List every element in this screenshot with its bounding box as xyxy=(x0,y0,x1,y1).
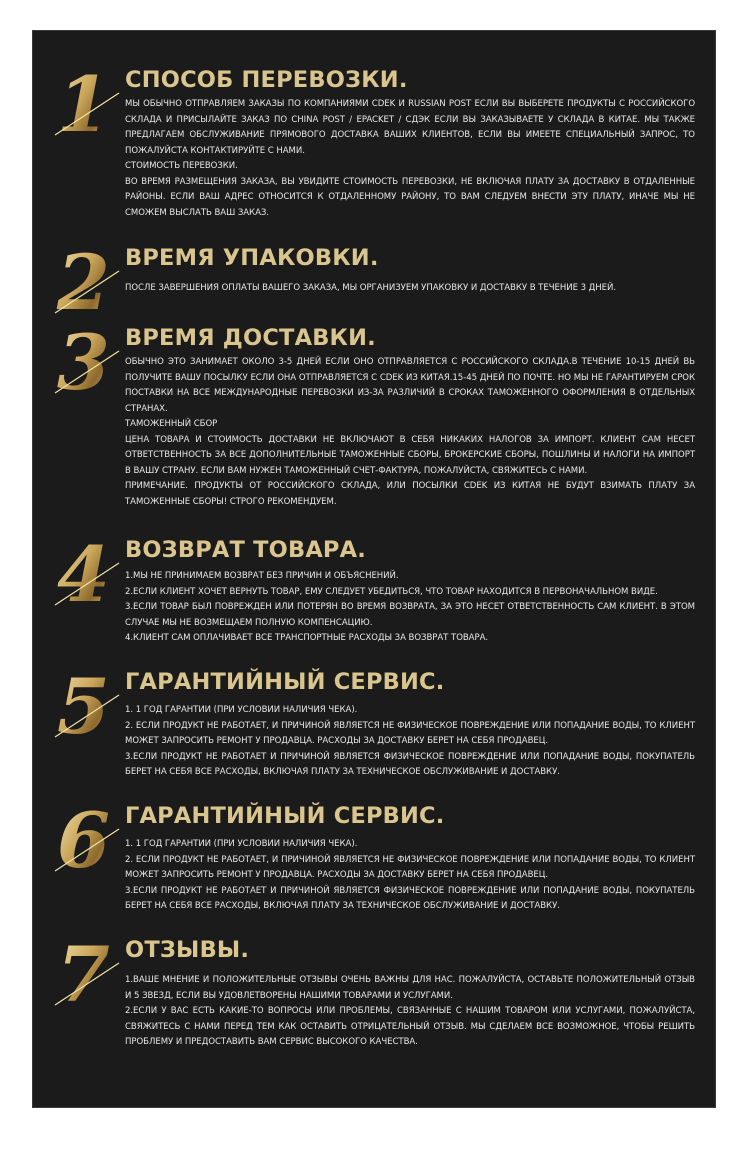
number-3-icon xyxy=(49,321,129,401)
paragraph: 1.МЫ НЕ ПРИНИМАЕМ ВОЗВРАТ БЕЗ ПРИЧИН И ОБЪЯСНЕНИЙ. xyxy=(125,571,399,581)
paragraph: 2. ЕСЛИ ПРОДУКТ НЕ РАБОТАЕТ, И ПРИЧИНОЙ ЯВЛЯЕТСЯ НЕ ФИЗИЧЕСКОЕ ПОВРЕЖДЕНИЕ ИЛИ ПОПАДАНИЕ ВОДЫ, ТО КЛИЕНТ МОЖЕТ ЗАПРОСИТЬ РЕМОНТ У ПРОДАВЦА. РАСХОДЫ ЗА ДОСТАВКУ БЕРЕТ НА СЕБЯ ПРОДАВЕЦ. xyxy=(125,720,695,746)
number-2-icon xyxy=(49,241,129,321)
paragraph: ВО ВРЕМЯ РАЗМЕЩЕНИЯ ЗАКАЗА, ВЫ УВИДИТЕ СТОИМОСТЬ ПЕРЕВОЗКИ, НЕ ВКЛЮЧАЯ ПЛАТУ ЗА ДОСТАВКУ В ОТДАЛЕННЫЕ РАЙОНЫ. ЕСЛИ ВАШ АДРЕС ОТНОСИТСЯ К ОТДАЛЕННОМУ РАЙОНУ, ТО ВАМ СЛЕДУЕМ ВНЕСТИ ЭТУ ПЛАТУ, ИНАЧЕ МЫ НЕ СМОЖЕМ ВЫСЛАТЬ ВАШ ЗАКАЗ. xyxy=(125,176,695,218)
section-title: ОТЗЫВЫ. xyxy=(125,937,250,963)
paragraph: ОБЫЧНО ЭТО ЗАНИМАЕТ ОКОЛО 3-5 ДНЕЙ ЕСЛИ ОНО ОТПРАВЛЯЕТСЯ С РОССИЙСКОГО СКЛАДА.В ТЕЧЕНИЕ 10-15 ДНЕЙ ВЬ ПОЛУЧИТЕ ВАШУ ПОСЫЛКУ ЕСЛИ ОНА ОТПРАВЛЯЕТСЯ С CDEK ИЗ КИТАЯ.15-45 ДНЕЙ ПО ПОЧТЕ. НО МЫ НЕ ГАРАНТИРУЕМ СРОК ПОСТАВКИ НА ВСЕ МЕЖДУНАРОДНЫЕ ПЕРЕВОЗКИ ИЗ-ЗА РАЗЛИЧИЙ В СРОКАХ ТАМОЖЕННОГО ОФОРМЛЕНИЯ В ОТДЕЛЬНЫХ СТРАНАХ. xyxy=(125,357,695,414)
section-body xyxy=(125,837,695,915)
number-5-icon xyxy=(49,665,129,745)
number-1-icon xyxy=(49,63,129,143)
svg-text:6: 6 xyxy=(57,799,110,879)
number-7-icon xyxy=(49,933,129,1013)
paragraph: 2.ЕСЛИ КЛИЕНТ ХОЧЕТ ВЕРНУТЬ ТОВАР, ЕМУ СЛЕДУЕТ УБЕДИТЬСЯ, ЧТО ТОВАР НАХОДИТСЯ В ПЕРВОНАЧАЛЬНОМ ВИДЕ. xyxy=(125,586,658,597)
paragraph: ТАМОЖЕННЫЙ СБОР xyxy=(125,419,218,429)
paragraph: 3.ЕСЛИ ТОВАР БЫЛ ПОВРЕЖДЕН ИЛИ ПОТЕРЯН ВО ВРЕМЯ ВОЗВРАТА, ЗА ЭТО НЕСЕТ ОТВЕТСТВЕННОСТЬ САМ КЛИЕНТ. В ЭТОМ СЛУЧАЕ МЫ НЕ ВОЗМЕЩАЕМ ПОЛНУЮ КОМПЕНСАЦИЮ. xyxy=(125,602,695,628)
section-title: ВРЕМЯ ДОСТАВКИ. xyxy=(125,325,376,351)
section-body xyxy=(125,355,695,510)
paragraph: ЦЕНА ТОВАРА И СТОИМОСТЬ ДОСТАВКИ НЕ ВКЛЮЧАЮТ В СЕБЯ НИКАКИХ НАЛОГОВ ЗА ИМПОРТ. КЛИЕНТ САМ НЕСЕТ ОТВЕТСТВЕННОСТЬ ЗА ВСЕ ДОПОЛНИТЕЛЬНЫЕ ТАМОЖЕННЫЕ СБОРЫ, БРОКЕРСКИЕ СБОРЫ, ПОШЛИНЫ И НАЛОГИ НА ИМПОРТ В ВАШУ СТРАНУ. ЕСЛИ ВАМ НУЖЕН ТАМОЖЕННЫЙ СЧЕТ-ФАКТУРА, ПОЖАЛУЙСТА, СВЯЖИТЕСЬ С НАМИ. xyxy=(125,434,695,476)
svg-text:4: 4 xyxy=(57,533,110,613)
number-6-icon xyxy=(49,799,129,879)
section-title: ГАРАНТИЙНЫЙ СЕРВИС. xyxy=(125,803,445,829)
paragraph: 1. 1 ГОД ГАРАНТИИ (ПРИ УСЛОВИИ НАЛИЧИЯ ЧЕКА). xyxy=(125,705,358,715)
svg-text:7: 7 xyxy=(57,933,110,1013)
paragraph: 1. 1 ГОД ГАРАНТИИ (ПРИ УСЛОВИИ НАЛИЧИЯ ЧЕКА). xyxy=(125,839,358,849)
svg-text:5: 5 xyxy=(57,665,110,745)
section-body xyxy=(125,703,695,781)
paragraph: 3.ЕСЛИ ПРОДУКТ НЕ РАБОТАЕТ И ПРИЧИНОЙ ЯВЛЯЕТСЯ ФИЗИЧЕСКОЕ ПОВРЕЖДЕНИЕ ИЛИ ПОПАДАНИЕ ВОДЫ, ПОКУПАТЕЛЬ БЕРЕТ НА СЕБЯ ВСЕ РАСХОДЫ, ВКЛЮЧАЯ ПЛАТУ ЗА ТЕХНИЧЕСКОЕ ОБСЛУЖИВАНИЕ И ДОСТАВКУ. xyxy=(125,885,695,911)
svg-text:2: 2 xyxy=(57,241,110,321)
section-title: ВОЗВРАТ ТОВАРА. xyxy=(125,537,366,563)
section-title: ГАРАНТИЙНЫЙ СЕРВИС. xyxy=(125,669,445,695)
paragraph: 2. ЕСЛИ ПРОДУКТ НЕ РАБОТАЕТ, И ПРИЧИНОЙ ЯВЛЯЕТСЯ НЕ ФИЗИЧЕСКОЕ ПОВРЕЖДЕНИЕ ИЛИ ПОПАДАНИЕ ВОДЫ, ТО КЛИЕНТ МОЖЕТ ЗАПРОСИТЬ РЕМОНТ У ПРОДАВЦА. РАСХОДЫ ЗА ДОСТАВКУ БЕРЕТ НА СЕБЯ ПРОДАВЕЦ. xyxy=(125,854,695,880)
paragraph: 3.ЕСЛИ ПРОДУКТ НЕ РАБОТАЕТ И ПРИЧИНОЙ ЯВЛЯЕТСЯ ФИЗИЧЕСКОЕ ПОВРЕЖДЕНИЕ ИЛИ ПОПАДАНИЕ ВОДЫ, ПОКУПАТЕЛЬ БЕРЕТ НА СЕБЯ ВСЕ РАСХОДЫ, ВКЛЮЧАЯ ПЛАТУ ЗА ТЕХНИЧЕСКОЕ ОБСЛУЖИВАНИЕ И ДОСТАВКУ. xyxy=(125,751,695,777)
paragraph: СТОИМОСТЬ ПЕРЕВОЗКИ. xyxy=(125,161,238,171)
number-4-icon xyxy=(49,533,129,613)
paragraph: ПОСЛЕ ЗАВЕРШЕНИЯ ОПЛАТЫ ВАШЕГО ЗАКАЗА, МЫ ОРГАНИЗУЕМ УПАКОВКУ И ДОСТАВКУ В ТЕЧЕНИЕ 3 ДНЕЙ. xyxy=(125,283,617,293)
policy-panel xyxy=(32,30,716,1108)
section-title: ВРЕМЯ УПАКОВКИ. xyxy=(125,245,379,271)
paragraph: 2.ЕСЛИ У ВАС ЕСТЬ КАКИЕ-ТО ВОПРОСЫ ИЛИ ПРОБЛЕМЫ, СВЯЗАННЫЕ С НАШИМ ТОВАРОМ ИЛИ УСЛУГАМИ, ПОЖАЛУЙСТА, СВЯЖИТЕСЬ С НАМИ ПЕРЕД ТЕМ КАК ОСТАВИТЬ ОТРИЦАТЕЛЬНЫЙ ОТЗЫВ. МЫ СДЕЛАЕМ ВСЕ ВОЗМОЖНОЕ, ЧТОБЫ РЕШИТЬ ПРОБЛЕМУ И ПРЕДОСТАВИТЬ ВАМ СЕРВИС ВЫСОКОГО КАЧЕСТВА. xyxy=(125,1006,695,1047)
section-title: СПОСОБ ПЕРЕВОЗКИ. xyxy=(125,67,408,93)
paragraph: 1.ВАШЕ МНЕНИЕ И ПОЛОЖИТЕЛЬНЫЕ ОТЗЫВЫ ОЧЕНЬ ВАЖНЫ ДЛЯ НАС. ПОЖАЛУЙСТА, ОСТАВЬТЕ ПОЛОЖИТЕЛЬНЫЙ ОТЗЫВ И 5 ЗВЕЗД, ЕСЛИ ВЫ УДОВЛЕТВОРЕНЫ НАШИМИ ТОВАРАМИ И УСЛУГАМИ. xyxy=(125,975,695,1001)
section-body xyxy=(125,569,695,647)
section-body xyxy=(125,281,695,297)
paragraph: ПРИМЕЧАНИЕ. ПРОДУКТЫ ОТ РОССИЙСКОГО СКЛАДА, ИЛИ ПОСЫЛКИ CDEK ИЗ КИТАЯ НЕ БУДУТ ВЗИМАТЬ ПЛАТУ ЗА ТАМОЖЕННЫЕ СБОРЫ! СТРОГО РЕКОМЕНДУЕМ. xyxy=(125,481,695,507)
svg-text:3: 3 xyxy=(57,321,110,401)
section-body xyxy=(125,973,695,1051)
svg-text:1: 1 xyxy=(57,63,110,143)
section-body xyxy=(125,97,695,221)
paragraph: 4.КЛИЕНТ САМ ОПЛАЧИВАЕТ ВСЕ ТРАНСПОРТНЫЕ РАСХОДЫ ЗА ВОЗВРАТ ТОВАРА. xyxy=(125,633,489,643)
paragraph: МЫ ОБЫЧНО ОТПРАВЛЯЕМ ЗАКАЗЫ ПО КОМПАНИЯМИ CDEK И RUSSIAN POST ЕСЛИ ВЫ ВЫБЕРЕТЕ ПРОДУКТЫ С РОССИЙСКОГО СКЛАДА И ПРИСЫЛАЙТЕ ЗАКАЗ ПО CHINA POST / EPACKET / СДЭК ЕСЛИ ВЫ ЗАКАЗЫВАЕТЕ У СКЛАДА В КИТАЕ. МЫ ТАКЖЕ ПРЕДЛАГАЕМ ОБСЛУЖИВАНИЕ ПРЯМОВОГО ДОСТАВКА ВАШИХ КЛИЕНТОВ, ЕСЛИ ВЫ ИМЕЕТЕ СПЕЦИАЛЬНЫЙ ЗАПРОС, ТО ПОЖАЛУЙСТА КОНТАКТИРУЙТЕ С НАМИ. xyxy=(125,99,695,156)
